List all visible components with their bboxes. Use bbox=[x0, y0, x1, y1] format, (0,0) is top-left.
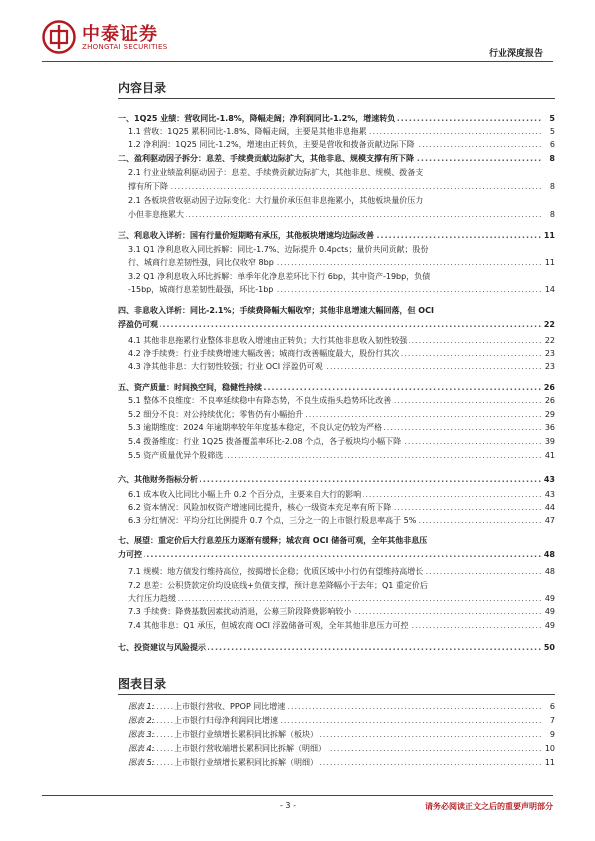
toc-entry[interactable] bbox=[128, 196, 541, 206]
toc-entry[interactable] bbox=[128, 621, 541, 631]
toc-entry[interactable] bbox=[118, 306, 541, 316]
figure-page-number: 7 bbox=[549, 716, 555, 725]
toc-entry-text: 7.3 手续费：降费基数因素扰动消退，公募三阶段降费影响较小 bbox=[128, 607, 352, 616]
toc-entry[interactable] bbox=[128, 168, 541, 178]
figure-list-divider bbox=[118, 694, 555, 695]
toc-page-number: 14 bbox=[544, 285, 555, 294]
toc-entry-text: 六、其他财务指标分析 bbox=[118, 475, 198, 484]
figure-entry[interactable] bbox=[128, 702, 541, 712]
toc-entry-text: 四、非息收入详析：同比-2.1%；手续费降幅大幅收窄；其他非息增速大幅回落，但 OCI bbox=[118, 306, 434, 315]
toc-page-number: 43 bbox=[543, 475, 555, 484]
toc-entry[interactable] bbox=[128, 451, 541, 461]
toc-entry[interactable] bbox=[128, 594, 541, 604]
toc-page-number: 26 bbox=[544, 396, 555, 405]
toc-entry[interactable] bbox=[128, 272, 541, 282]
figure-page-number: 11 bbox=[544, 758, 555, 767]
toc-entry-text: 大行压力趋缓 bbox=[128, 594, 176, 603]
figure-title: 上市银行归母净利润同比增速 bbox=[174, 716, 278, 725]
toc-entry[interactable] bbox=[128, 396, 541, 406]
figure-label: 图表 1: bbox=[128, 702, 155, 711]
toc-entry-text: 4.2 净手续费：行业手续费增速大幅改善；城商行改善幅度最大，股份行其次 bbox=[128, 349, 400, 358]
toc-page-number: 22 bbox=[543, 320, 555, 329]
toc-entry[interactable] bbox=[118, 231, 541, 241]
toc-page-number: 6 bbox=[549, 140, 555, 149]
figure-list-title: 图表目录 bbox=[118, 677, 167, 691]
toc-entry-text: 5.5 资产质量优异个股筛选 bbox=[128, 451, 224, 460]
toc-entry-text: 3.2 Q1 净利息收入环比拆解：单季年化净息差环比下行 6bp，其中资产-19bp，负债 bbox=[128, 272, 431, 281]
toc-page-number: 22 bbox=[544, 336, 555, 345]
toc-entry[interactable] bbox=[128, 258, 541, 268]
brand-name-cn: 中泰证券 bbox=[82, 24, 158, 45]
figure-title: 上市银行营收端增长累积同比拆解（明细） bbox=[174, 744, 326, 753]
toc-page-number: 11 bbox=[544, 258, 555, 267]
toc-entry[interactable] bbox=[128, 182, 541, 192]
toc-entry-text: 7.2 息差：公积贷款定价均设底线+负债支撑，预计息差降幅小于去年；Q1 重定价后 bbox=[128, 581, 428, 590]
toc-entry-text: 2.1 行业业绩盈利驱动因子：息差、手续费贡献边际扩大，其他非息、规模、拨备支 bbox=[128, 168, 424, 177]
footer-divider bbox=[42, 795, 553, 796]
toc-title-divider bbox=[118, 98, 555, 99]
toc-entry-text: 五、资产质量：时间换空间，稳健性持续 bbox=[118, 383, 262, 392]
toc-page-number: 5 bbox=[549, 114, 555, 123]
toc-entry[interactable] bbox=[128, 490, 541, 500]
toc-entry[interactable] bbox=[118, 536, 541, 546]
toc-entry-text: 7.4 其他非息：Q1 承压，但城农商 OCI 浮盈储备可观，全年其他非息压力可控 bbox=[128, 621, 409, 630]
toc-entry-text: -15bp，城商行息差韧性最强，环比-1bp bbox=[128, 285, 274, 294]
figure-entry[interactable] bbox=[128, 730, 541, 740]
toc-page-number: 49 bbox=[544, 607, 555, 616]
toc-entry-text: 6.2 资本情况：风险加权资产增速同比提升，核心一级资本充足率有所下降 bbox=[128, 503, 392, 512]
figure-label: 图表 4: bbox=[128, 744, 155, 753]
toc-page-number: 47 bbox=[544, 516, 555, 525]
toc-entry[interactable] bbox=[118, 320, 541, 330]
toc-page-number: 39 bbox=[544, 437, 555, 446]
toc-entry[interactable] bbox=[118, 475, 541, 485]
toc-page-number: 8 bbox=[549, 210, 555, 219]
figure-page-number: 6 bbox=[549, 702, 555, 711]
toc-page-number: 8 bbox=[549, 154, 555, 163]
toc-entry[interactable] bbox=[118, 550, 541, 560]
toc-page-number: 29 bbox=[544, 410, 555, 419]
toc-entry-text: 5.4 拨备维度：行业 1Q25 拨备覆盖率环比-2.08 个点，各子板块均小幅下降 bbox=[128, 437, 402, 446]
toc-page-number: 5 bbox=[549, 127, 555, 136]
toc-entry-text: 1.2 净利润：1Q25 同比-1.2%，增速由正转负，主要是营收和拨备贡献边际下降 bbox=[128, 140, 415, 149]
figure-label: 图表 2: bbox=[128, 716, 155, 725]
toc-page-number: 48 bbox=[543, 550, 555, 559]
toc-page-number: 8 bbox=[549, 182, 555, 191]
toc-page-number: 50 bbox=[543, 643, 555, 652]
page-header bbox=[0, 0, 595, 70]
toc-page-number: 49 bbox=[544, 594, 555, 603]
toc-entry[interactable] bbox=[118, 383, 541, 393]
toc-entry-text: 浮盈仍可观 bbox=[118, 320, 158, 329]
disclaimer-note: 请务必阅读正文之后的重要声明部分 bbox=[425, 802, 553, 811]
toc-entry-text: 2.1 各板块营收驱动因子边际变化：大行量价承压但非息拖累小，其他板块量价压力 bbox=[128, 196, 424, 205]
toc-entry-text: 3.1 Q1 净利息收入同比拆解：同比-1.7%、边际提升 0.4pcts；量价共同贡献；股份 bbox=[128, 245, 429, 254]
figure-label: 图表 3: bbox=[128, 730, 155, 739]
toc-entry-text: 一、1Q25 业绩：营收同比-1.8%，降幅走阔；净利润同比-1.2%，增速转负 bbox=[118, 114, 396, 123]
toc-page-number: 23 bbox=[544, 362, 555, 371]
toc-page-number: 41 bbox=[544, 451, 555, 460]
figure-label: 图表 5: bbox=[128, 758, 155, 767]
toc-entry-text: 小但非息拖累大 bbox=[128, 210, 184, 219]
figure-entry[interactable] bbox=[128, 758, 541, 768]
report-type-label: 行业深度报告 bbox=[488, 49, 543, 59]
toc-page-number: 48 bbox=[544, 567, 555, 576]
toc-entry-text: 1.1 营收：1Q25 累积同比-1.8%、降幅走阔，主要是其他非息拖累 bbox=[128, 127, 367, 136]
figure-entry[interactable] bbox=[128, 744, 541, 754]
toc-page-number: 26 bbox=[543, 383, 555, 392]
toc-page-number: 44 bbox=[544, 503, 555, 512]
toc-entry[interactable] bbox=[128, 140, 541, 150]
toc-entry[interactable] bbox=[118, 154, 541, 164]
toc-entry-text: 5.1 整体不良维度：不良率延续稳中有降态势，不良生成指头趋势环比改善 bbox=[128, 396, 392, 405]
toc-entry[interactable] bbox=[128, 516, 541, 526]
toc-entry-text: 4.3 净其他非息：大行韧性较强；行业 OCI 浮盈仍可观 bbox=[128, 362, 323, 371]
toc-entry[interactable] bbox=[128, 423, 541, 433]
toc-entry[interactable] bbox=[128, 336, 541, 346]
toc-entry-text: 5.2 细分不良：对公持续优化；零售仍有小幅抬升 bbox=[128, 410, 304, 419]
toc-entry-text: 6.3 分红情况：平均分红比例提升 0.7 个点，三分之一的上市银行股息率高于 5% bbox=[128, 516, 417, 525]
toc-entry[interactable] bbox=[128, 127, 541, 137]
toc-title: 内容目录 bbox=[118, 81, 167, 95]
toc-entry[interactable] bbox=[128, 410, 541, 420]
figure-title: 上市银行业绩增长累积同比拆解（板块） bbox=[174, 730, 318, 739]
header-divider bbox=[42, 61, 553, 62]
toc-entry-text: 七、展望：重定价后大行息差压力逐渐有缓释；城农商 OCI 储备可观，全年其他非息压 bbox=[118, 536, 428, 545]
figure-page-number: 9 bbox=[549, 730, 555, 739]
page-number: - 3 - bbox=[280, 801, 296, 810]
toc-entry[interactable] bbox=[128, 503, 541, 513]
toc-entry-text: 二、盈利驱动因子拆分：息差、手续费贡献边际扩大，其他非息、规模支撑有所下降 bbox=[118, 154, 414, 163]
figure-title: 上市银行营收、PPOP 同比增速 bbox=[174, 702, 286, 711]
brand-name-en: ZHONGTAI SECURITIES bbox=[82, 43, 168, 51]
zhongtai-logo-icon bbox=[42, 20, 76, 54]
toc-page-number: 23 bbox=[544, 349, 555, 358]
toc-entry[interactable] bbox=[128, 567, 541, 577]
toc-page-number: 43 bbox=[544, 490, 555, 499]
toc-entry-text: 4.1 其他非息拖累行业整体非息收入增速由正转负；大行其他非息收入韧性较强 bbox=[128, 336, 408, 345]
toc-entry-text: 行、城商行息差韧性强，同比仅收窄 8bp bbox=[128, 258, 274, 267]
toc-entry[interactable] bbox=[128, 210, 541, 220]
toc-page-number: 11 bbox=[543, 231, 555, 240]
toc-entry[interactable] bbox=[128, 285, 541, 295]
toc-entry-text: 力可控 bbox=[118, 550, 142, 559]
toc-page-number: 49 bbox=[544, 621, 555, 630]
toc-page-number: 36 bbox=[544, 423, 555, 432]
toc-entry[interactable] bbox=[128, 245, 541, 255]
toc-entry[interactable] bbox=[128, 437, 541, 447]
toc-entry-text: 三、利息收入详析：国有行量价短期略有承压，其他板块增速均边际改善 bbox=[118, 231, 374, 240]
toc-entry[interactable] bbox=[128, 607, 541, 617]
toc-entry-text: 6.1 成本收入比同比小幅上升 0.2 个百分点，主要来自大行的影响 bbox=[128, 490, 362, 499]
figure-entry[interactable] bbox=[128, 716, 541, 726]
toc-entry-text: 七、投资建议与风险提示 bbox=[118, 643, 206, 652]
toc-entry[interactable] bbox=[118, 114, 541, 124]
figure-title: 上市银行业绩增长累积同比拆解（明细） bbox=[174, 758, 318, 767]
toc-entry-text: 撑有所下降 bbox=[128, 182, 168, 191]
toc-entry-text: 5.3 逾期维度：2024 年逾期率较年年度基本稳定，不良认定仍较为严格 bbox=[128, 423, 383, 432]
toc-entry[interactable] bbox=[128, 581, 541, 591]
toc-entry[interactable] bbox=[118, 643, 541, 653]
toc-entry[interactable] bbox=[128, 349, 541, 359]
figure-page-number: 10 bbox=[544, 744, 555, 753]
toc-entry[interactable] bbox=[128, 362, 541, 372]
toc-entry-text: 7.1 规模：地方债发行维持高位，按揭增长企稳；优质区域中小行仍有望维持高增长 bbox=[128, 567, 424, 576]
